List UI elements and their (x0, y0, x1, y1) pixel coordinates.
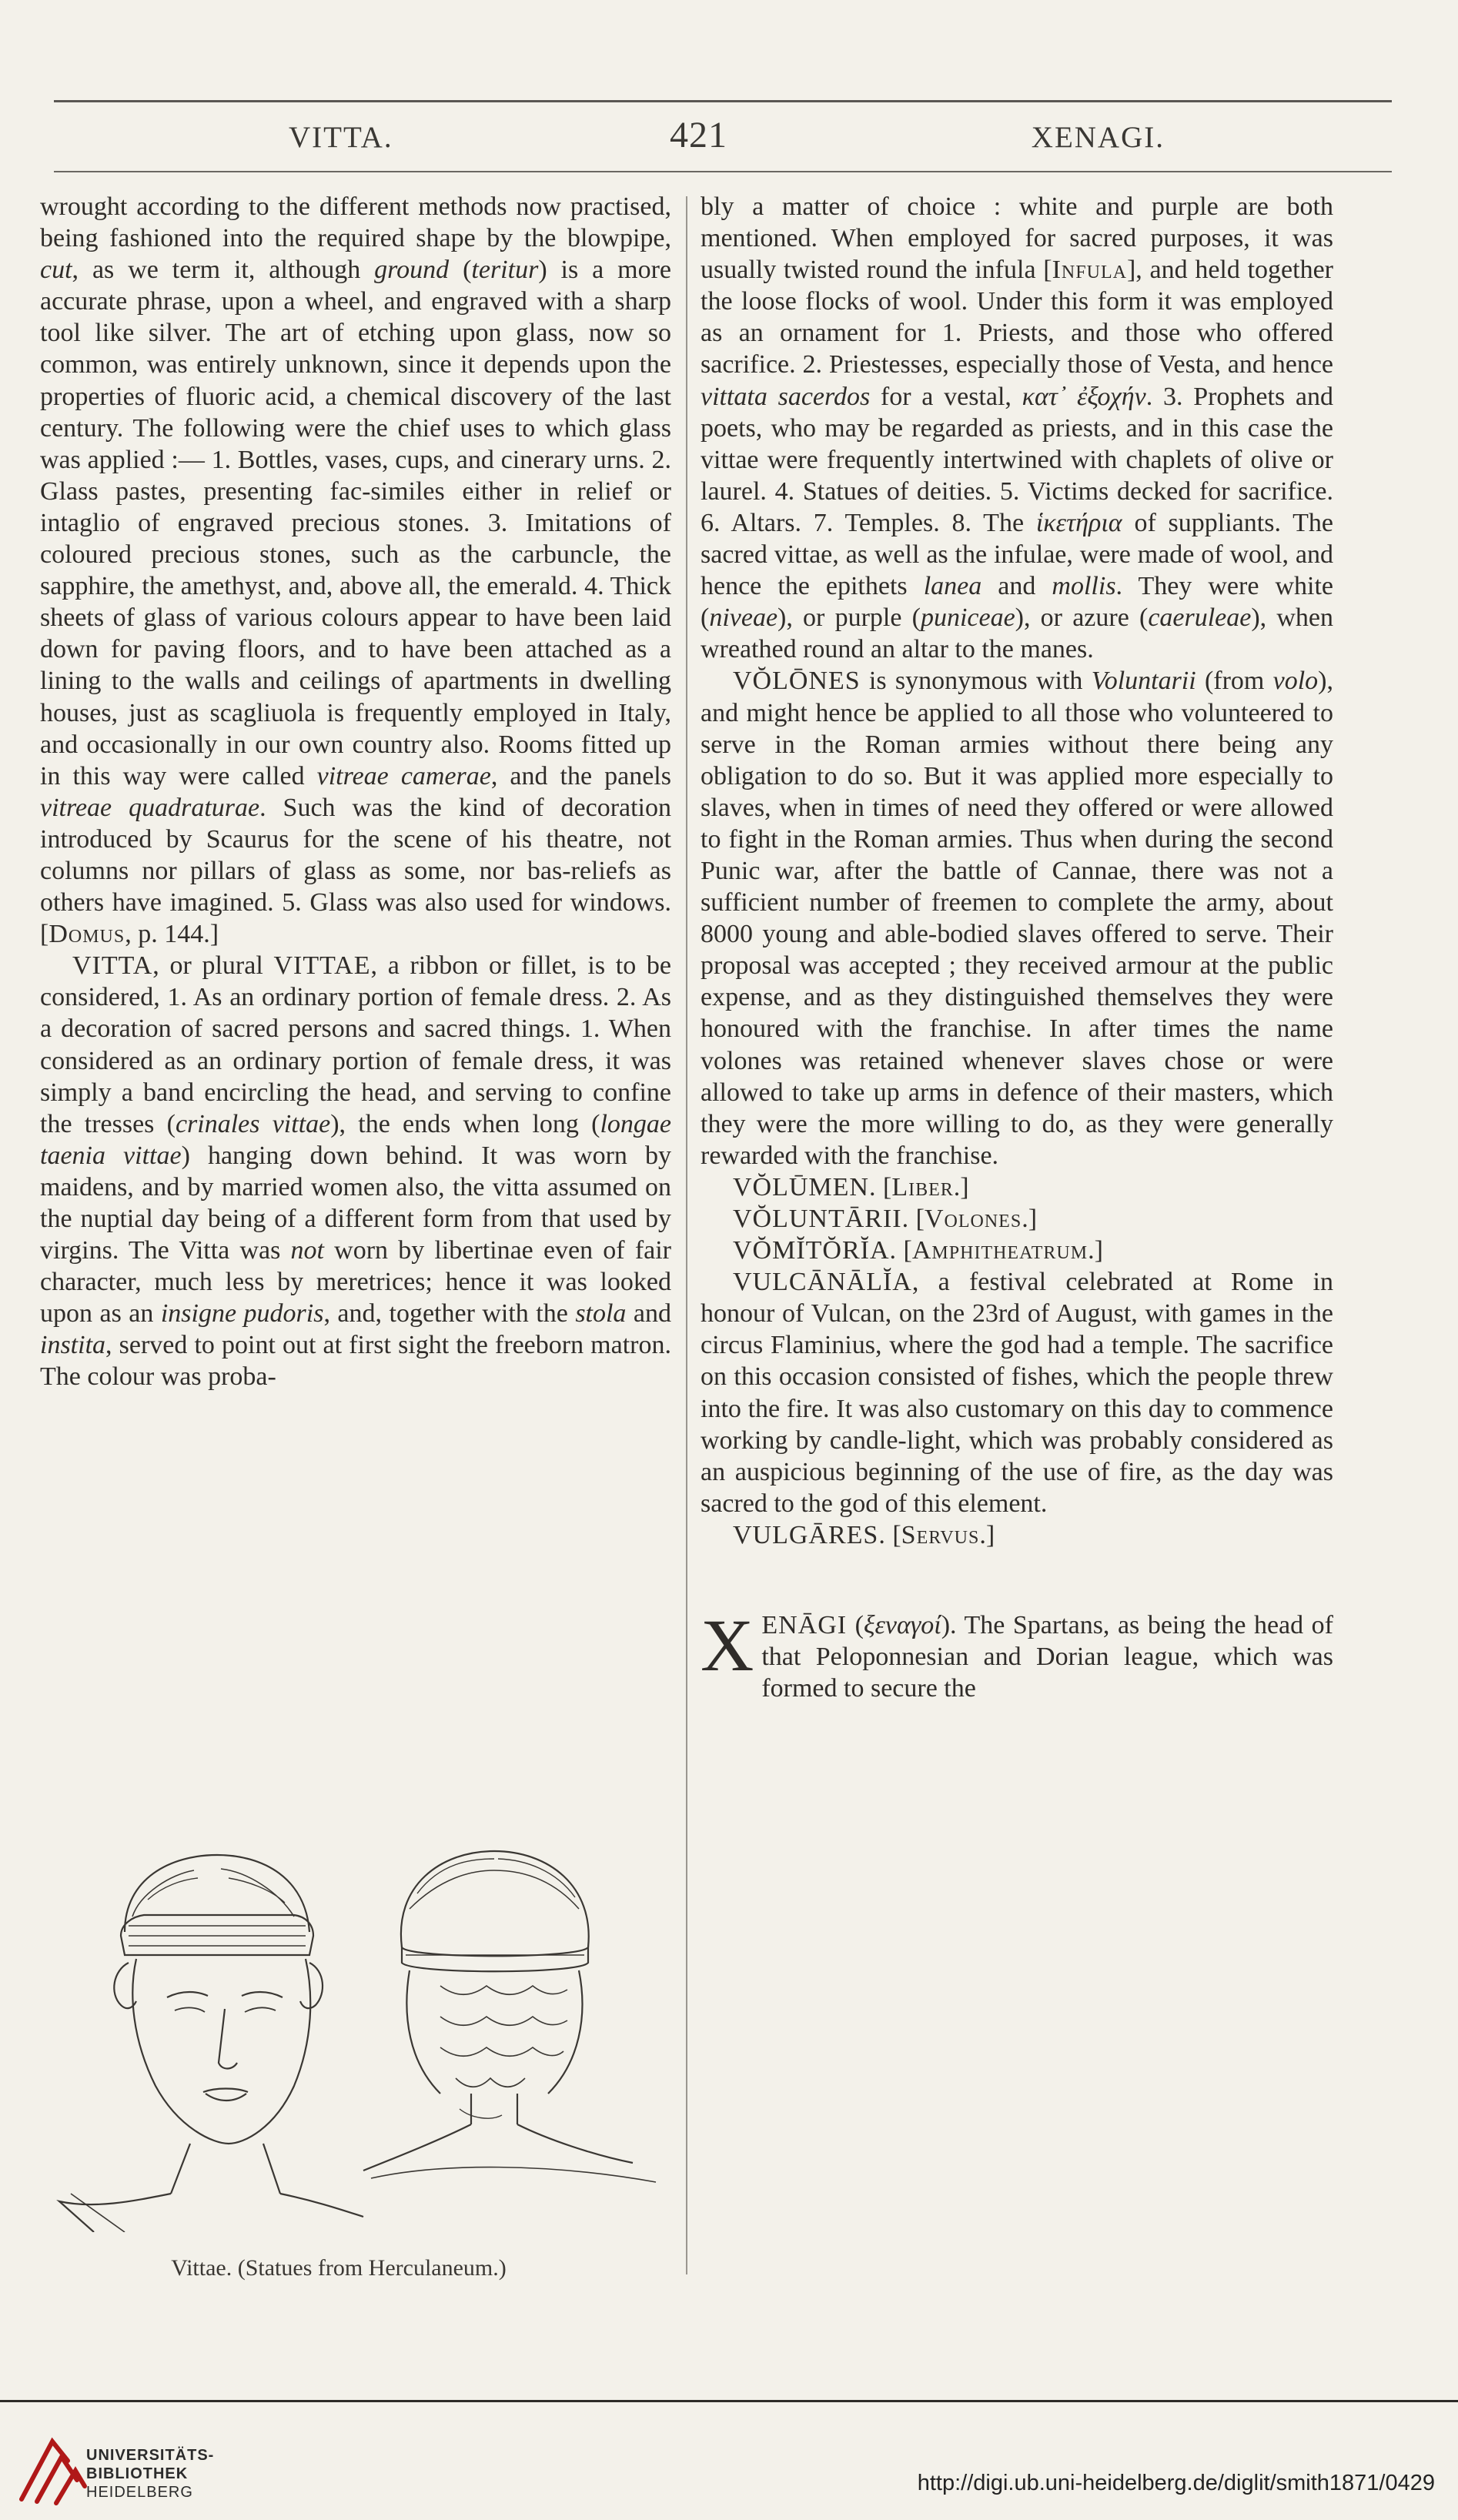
greek-text: ξεναγοί (863, 1611, 941, 1640)
entry-vitta: VITTA, or plural VITTAE, a ribbon or fillet, is to be considered, 1. As an ordinary portion of female dress. 2. As a decoration of sacred persons and sacred things. 1. When considered as an ordinary portion of female dress, it was simply a band encircling the head, and serving to confine the tresses (crinales vittae), the ends when long (longae taenia vittae) hanging down behind. It was worn by maidens, and by married women also, the vitta assumed on the nuptial day being of a different form from that used by virgins. The Vitta was not worn by libertinae even of fair character, much less by meretrices; hence it was looked upon as an insigne pudoris, and, together with the stola and instita, served to point out at first sight the freeborn matron. The colour was proba- (40, 951, 672, 1392)
entry-headword: ENĀGI (761, 1611, 848, 1640)
cross-reference: Amphitheatrum (911, 1236, 1088, 1265)
source-url-link[interactable]: http://digi.ub.uni-heidelberg.de/diglit/smith1871/0429 (917, 2471, 1435, 2495)
greek-text: κατ᾽ ἐξοχήν (1022, 382, 1146, 411)
entry-vomitoria: VŎMĬTŎRĬA. [Amphitheatrum.] (733, 1236, 1103, 1265)
greek-text: ἱκετήρια (1035, 508, 1122, 537)
entry-headword: VŎMĬTŎRĬA. (733, 1236, 898, 1265)
footer-rule (0, 2400, 1458, 2402)
entry-headword: VULCĀNĀLĬA (733, 1268, 912, 1297)
column-divider (686, 196, 687, 2274)
entry-volumen: VŎLŪMEN. [Liber.] (733, 1172, 969, 1202)
entry-volones: VŎLŌNES is synonymous with Voluntarii (from volo), and might hence be applied to all those who volunteered to serve in the Roman armies without there being any obligation to do so. But it was applied more especially to slaves, when in times of need they offered or were allowed to fight in the Roman armies. Thus when during the second Punic war, after the battle of Cannae, there was not a sufficient number of freemen to complete the army, about 8000 young and able-bodied slaves offered to serve. Their proposal was accepted ; they received armour at the public expense, and as they distinguished themselves they were honoured with the franchise. In after times the name volones was retained whenever slaves chose or were allowed to take up arms in defence of their masters, which they were the more willing to do, as they were generally rewarded with the franchise. (701, 667, 1333, 1170)
running-head (54, 115, 1392, 166)
entry-headword: VULGĀRES. (733, 1520, 886, 1549)
cross-reference: Infula (1052, 256, 1127, 285)
cross-reference: Liber (891, 1172, 954, 1202)
entry-headword: VŎLUNTĀRII. (733, 1205, 910, 1233)
header-rule (54, 171, 1392, 172)
entry-voluntarii: VŎLUNTĀRII. [Volones.] (733, 1205, 1038, 1233)
running-head-right: XENAGI. (1031, 121, 1165, 154)
paragraph-vitta-continued: bly a matter of choice : white and purple are both mentioned. When employed for sacred purposes, it was usually twisted round the infula [Infula], and held together the loose flocks of wool. Under this form it was employed as an ornament for 1. Priests, and those who offered sacrifice. 2. Priestesses, especially those of Vesta, and hence vittata sacerdos for a vestal, κατ᾽ ἐξοχήν. 3. Prophets and poets, who may be regarded as priests, and in this case the vittae were frequently intertwined with chaplets of olive or laurel. 4. Statues of deities. 5. Victims decked for sacrifice. 6. Altars. 7. Temples. 8. The ἱκετήρια of suppliants. The sacred vittae, as well as the infulae, were made of wool, and hence the epithets lanea and mollis. They were white (niveae), or purple (puniceae), or azure (caeruleae), when wreathed round an altar to the manes. (701, 192, 1334, 664)
entry-vulgares: VULGĀRES. [Servus.] (733, 1520, 995, 1549)
cross-reference: Servus (901, 1520, 980, 1549)
cross-reference: Domus (48, 920, 125, 949)
library-logo-text: UNIVERSITÄTS- BIBLIOTHEK HEIDELBERG (86, 2447, 215, 2501)
paragraph-glass-uses: wrought according to the different methods now practised, being fashioned into the required shape by the blowpipe, cut, as we term it, although ground (teritur) is a more accurate phrase, upon a wheel, and engraved with a sharp tool like silver. The art of etching upon glass, now so common, was entirely unknown, since it depends upon the properties of fluoric acid, a chemical discovery of the last century. The following were the chief uses to which glass was applied :— 1. Bottles, vases, cups, and cinerary urns. 2. Glass pastes, presenting fac-similes either in relief or intaglio of engraved precious stones. 3. Imitations of coloured precious stones, such as the carbuncle, the sapphire, the amethyst, and, above all, the emerald. 4. Thick sheets of glass of various colours appear to have been laid down for paving floors, and to have been attached as a lining to the walls and ceilings of apartments in dwelling houses, just as scagliuola is frequently employed in Italy, and occasionally in our own country also. Rooms fitted up in this way were called vitreae camerae, and the panels vitreae quadraturae. Such was the kind of decoration introduced by Scaurus for the scene of his theatre, not columns nor pillars of glass as some, nor bas-reliefs as others have imagined. 5. Glass was also used for windows. [Domus, p. 144.] (40, 192, 672, 949)
figure-caption: Vittae. (Statues from Herculaneum.) (171, 2255, 507, 2281)
right-column (701, 191, 1333, 1704)
page-number: 421 (670, 115, 727, 155)
entry-vulcanalia: VULCĀNĀLĬA, a festival celebrated at Rome in honour of Vulcan, on the 23rd of August, with games in the circus Flaminius, where the god had a temple. The sacrifice on this occasion consisted of fishes, which the people threw into the fire. It was also customary on this day to commence working by candle-light, which was probably considered as an auspicious beginning of the use of fire, as the day was sacred to the god of this element. (701, 1268, 1333, 1518)
entry-xenagi: XENĀGI (ξεναγοί). The Spartans, as being the head of that Peloponnesian and Dorian league, which was formed to secure the (701, 1604, 1333, 1703)
head-front-view (59, 1855, 363, 2232)
left-column (40, 191, 671, 1393)
vittae-engraving-icon (40, 1832, 671, 2232)
vittae-illustration (40, 1832, 671, 2186)
entry-headword: VŎLŌNES (733, 667, 861, 696)
entry-headword: VITTA (72, 951, 153, 981)
entry-headword: VŎLŪMEN. (733, 1172, 877, 1202)
cross-reference: Volones (924, 1205, 1022, 1233)
head-back-view (363, 1851, 656, 2182)
running-head-left: VITTA. (289, 121, 393, 154)
top-rule (54, 100, 1392, 102)
drop-capital: X (701, 1604, 754, 1687)
